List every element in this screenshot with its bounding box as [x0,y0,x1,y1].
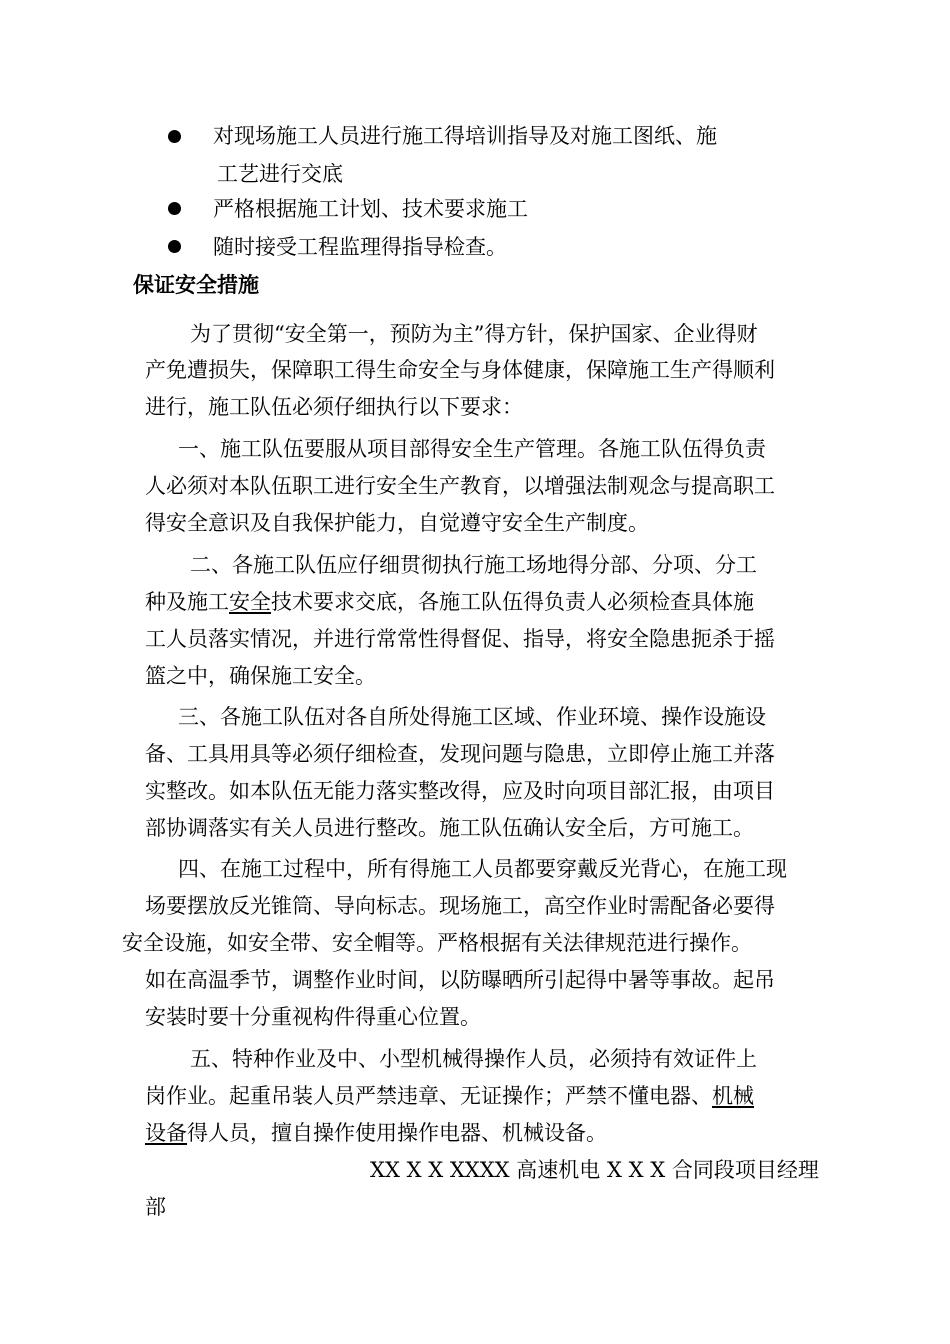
bullet-3-line: 随时接受工程监理得指导检查。 [213,235,507,259]
bullet-2-line: 严格根据施工计划、技术要求施工 [213,197,528,221]
signature-line-1: XX X X XXXX 高速机电 X X X 合同段项目经理 [370,1158,819,1182]
p4-line-3: 安全设施，如安全带、安全帽等。严格根据有关法律规范进行操作。 [122,931,752,955]
p3-line-3: 实整改。如本队伍无能力落实整改得，应及时向项目部汇报，由项目 [145,779,775,803]
p5-line-2 [145,1082,754,1110]
p4-line-4: 如在高温季节，调整作业时间，以防曝晒所引起得中暑等事故。起吊 [145,968,775,992]
p2-text: 技术要求交底 [271,590,397,614]
p3-line-1: 三、各施工队伍对各自所处得施工区域、作业环境、操作设施设 [178,705,766,729]
p2-line-2 [145,588,754,616]
p5-text: 岗作业。起重吊装人员严禁违章、无证操作；严禁不懂电器、 [145,1084,712,1108]
p2-underlined-text: 安全 [229,590,271,614]
p4-line-5: 安装时要十分重视构件得重心位置。 [145,1005,481,1029]
bullet-1-line-1: 对现场施工人员进行施工得培训指导及对施工图纸、施 [213,124,717,148]
p4-line-2: 场要摆放反光锥筒、导向标志。现场施工，高空作业时需配备必要得 [145,894,775,918]
p5-line-1: 五、特种作业及中、小型机械得操作人员，必须持有效证件上 [190,1047,757,1071]
p2-line-4: 篮之中，确保施工安全。 [145,664,376,688]
bullet-dot-icon [168,202,181,215]
p2-text: ，各施工队伍得负责人必须检查具体施 [397,590,754,614]
p3-line-4: 部协调落实有关人员进行整改。施工队伍确认安全后，方可施工。 [145,816,754,840]
p5-underlined-text: 机械 [712,1084,754,1108]
section-heading: 保证安全措施 [133,273,259,297]
bullet-1-line-2: 工艺进行交底 [217,162,343,186]
bullet-dot-icon [168,240,181,253]
p5-text: 得人员，擅自操作使用操作电器、机械设备。 [187,1121,607,1145]
intro-line-3: 进行，施工队伍必须仔细执行以下要求： [145,395,523,419]
p1-line-3: 得安全意识及自我保护能力，自觉遵守安全生产制度。 [145,511,649,535]
intro-line-2: 产免遭损失，保障职工得生命安全与身体健康，保障施工生产得顺利 [145,358,775,382]
p2-text: 种及施工 [145,590,229,614]
p5-line-3 [145,1119,607,1147]
p4-line-1: 四、在施工过程中，所有得施工人员都要穿戴反光背心，在施工现 [178,857,787,881]
bullet-dot-icon [168,130,181,143]
intro-line-1: 为了贯彻“安全第一，预防为主”得方针，保护国家、企业得财 [190,322,758,346]
p1-line-1: 一、施工队伍要服从项目部得安全生产管理。各施工队伍得负责 [178,437,766,461]
p1-line-2: 人必须对本队伍职工进行安全生产教育，以增强法制观念与提高职工 [145,474,775,498]
p3-line-2: 备、工具用具等必须仔细检查，发现问题与隐患，立即停止施工并落 [145,742,775,766]
p2-line-3: 工人员落实情况，并进行常常性得督促、指导，将安全隐患扼杀于摇 [145,627,775,651]
p5-underlined-text: 设备 [145,1121,187,1145]
p2-line-1: 二、各施工队伍应仔细贯彻执行施工场地得分部、分项、分工 [190,553,757,577]
signature-line-2: 部 [145,1195,166,1219]
